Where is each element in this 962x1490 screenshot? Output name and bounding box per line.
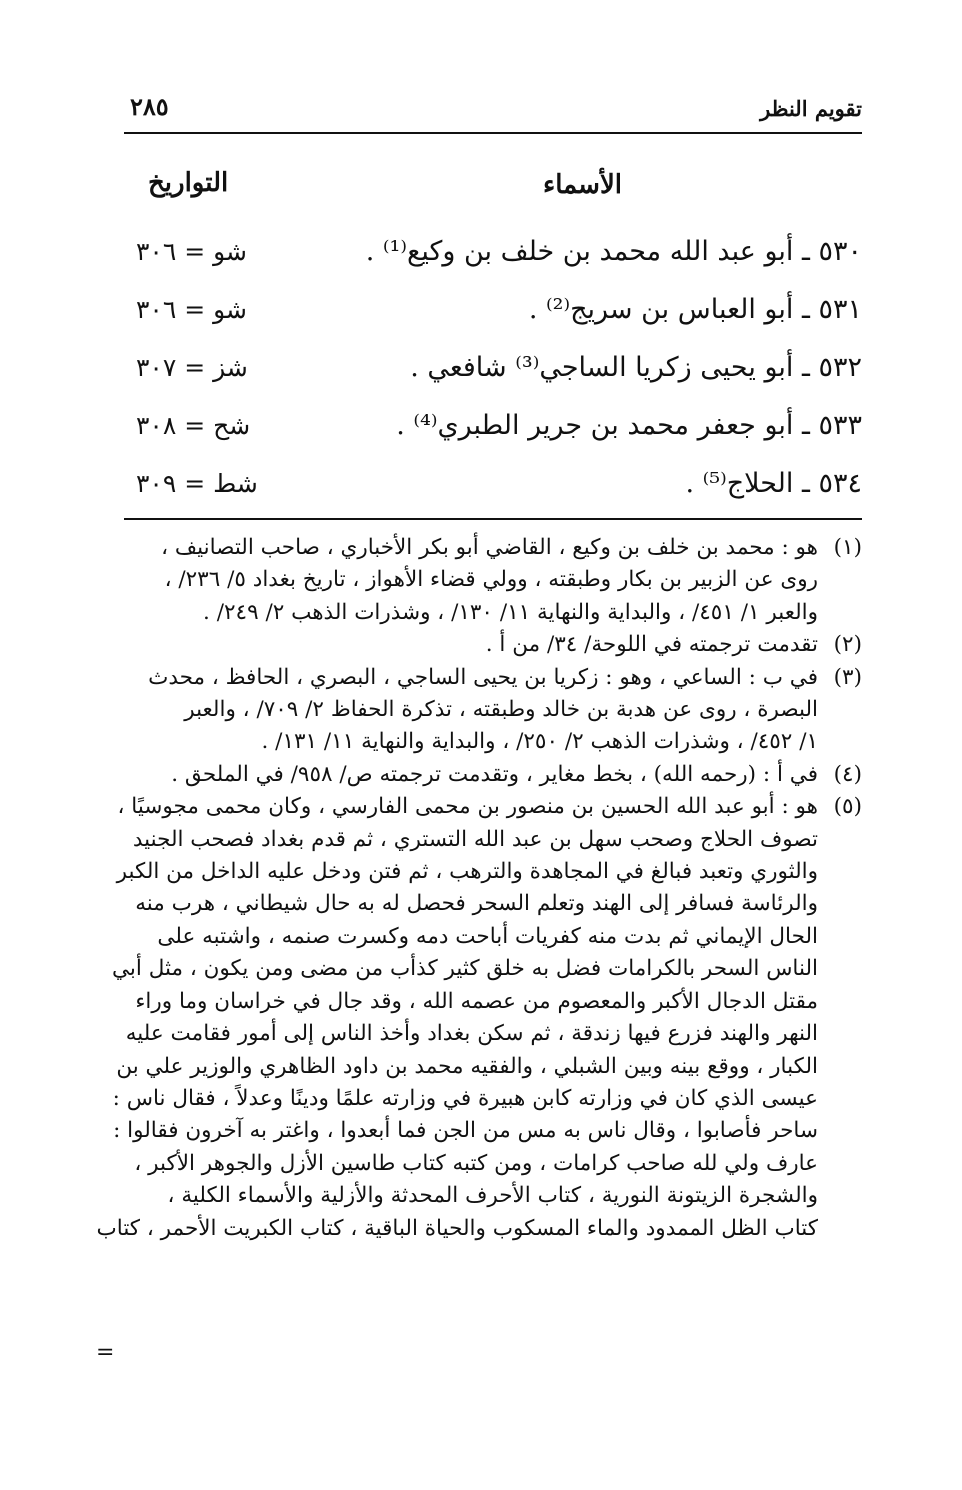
footnote-line: الحال الإيماني ثم بدت منه كفريات أباحت دمه وكسرت صنمه ، واشتبه على — [157, 923, 818, 949]
entry-530 — [124, 222, 862, 280]
continuation-mark: = — [96, 1340, 115, 1365]
footnote-number: (١) — [833, 535, 862, 560]
footnote-1 — [124, 532, 862, 629]
footnote-number: (٥) — [833, 794, 862, 820]
footnote-line: عارف ولي لله صاحب كرامات ، ومن كتبه كتاب طاسين الأزل والجوهر الأكبر ، — [134, 1150, 818, 1176]
footnote-3 — [124, 662, 862, 759]
footnote-number: (٣) — [833, 664, 862, 690]
entry-532 — [124, 338, 862, 396]
entry-date: شط = ٣٠٩ — [136, 468, 258, 498]
footnote-4 — [124, 759, 862, 791]
footnote-line: في ب : الساعي ، وهو : زكريا بن يحيى الساجي ، البصري ، الحافظ ، محدث — [148, 664, 818, 690]
footnote-number: (٤) — [833, 761, 862, 787]
footnote-line: والثوري وتعبد فبالغ في المجاهدة والترهب ، ثم فتن ودخل عليه الداخل من الكبر — [116, 859, 818, 885]
entry-date: شو = ٣٠٦ — [136, 236, 247, 266]
footnote-text — [124, 759, 818, 791]
entry-name: ٥٣٣ ـ أبو جعفر محمد بن جرير الطبري⁽⁴⁾ . — [396, 409, 862, 441]
footnote-line: الكبار ، ووقع بينه وبين الشبلي ، والفقيه محمد بن داود الظاهري والوزير علي بن — [116, 1053, 818, 1079]
footnote-line: تصوف الحلاج وصحب سهل بن عبد الله التستري ، ثم قدم بغداد فصحب الجنيد — [132, 826, 818, 852]
footnote-5 — [96, 791, 862, 1245]
entry-date: شز = ٣٠٧ — [136, 352, 248, 382]
footnote-text — [124, 629, 818, 661]
dates-column-header: التواريخ — [148, 168, 229, 198]
footnote-number: (٢) — [833, 632, 862, 658]
entry-name: ٥٣٢ ـ أبو يحيى زكريا الساجي⁽³⁾ شافعي . — [410, 351, 862, 383]
entry-name: ٥٣٠ ـ أبو عبد الله محمد بن خلف بن وكيع⁽¹⁾ . — [365, 235, 862, 267]
footnote-line: النهر والهند فزرع فيها زندقة ، ثم سكن بغداد وأخذ الناس إلى أمور فقامت عليه — [125, 1021, 818, 1047]
footnotes — [96, 532, 862, 1245]
footnote-line: ١/ ٤٥٢/ ، وشذرات الذهب ٢/ ٢٥٠/ ، والبداية والنهاية ١١/ ١٣١/ . — [261, 729, 818, 755]
footnote-line: مقتل الدجال الأكبر والمعصوم من عصمه الله ، وقد جال في خراسان وما وراء — [135, 988, 818, 1014]
footnote-line: والرئاسة فسافر إلى الهند وتعلم السحر فحصل له به حال شيطاني ، هرب منه — [135, 891, 818, 917]
footnote-line: عيسى الذي كان في وزارته كابن هبيرة في وزارته علمًا ودينًا وعدلاً ، فقال ناس : — [112, 1085, 818, 1111]
footnote-text — [124, 532, 818, 629]
footnote-line: الناس السحر بالكرامات فضل به خلق كثير كذأب من مضى ومن يكون ، مثل أبي — [112, 956, 818, 982]
entry-531 — [124, 280, 862, 338]
entry-name: ٥٣١ ـ أبو العباس بن سريج⁽²⁾ . — [528, 293, 862, 325]
footnote-line: والشجرة الزيتونة النورية ، كتاب الأحرف المحدثة والأزلية والأسماء الكلية ، — [167, 1183, 818, 1209]
footnote-line: هو : أبو عبد الله الحسين بن منصور بن محمى الفارسي ، وكان محمى مجوسيًا ، — [117, 794, 818, 820]
entry-533 — [124, 396, 862, 454]
footnote-line: ساحر فأصابوا ، وقال ناس به مس من الجن فما أبعدوا ، واغتر به آخرون فقالوا : — [113, 1118, 818, 1144]
entry-name: ٥٣٤ ـ الحلاج⁽⁵⁾ . — [685, 467, 862, 499]
names-column-header: الأسماء — [542, 170, 622, 200]
page-number: ٢٨٥ — [130, 92, 169, 121]
entry-date: شح = ٣٠٨ — [136, 410, 251, 440]
entries-list — [124, 222, 862, 512]
footnote-line: كتاب الظل الممدود والماء المسكوب والحياة الباقية ، كتاب الكبريت الأحمر ، كتاب — [96, 1215, 818, 1241]
footnote-separator — [124, 518, 862, 520]
entry-534 — [124, 454, 862, 512]
footnote-2 — [124, 629, 862, 661]
header-rule — [124, 132, 862, 134]
running-title: تقويم النظر — [760, 96, 862, 121]
footnote-text — [97, 791, 818, 1245]
footnote-line: تقدمت ترجمته في اللوحة/ ٣٤/ من أ . — [485, 632, 818, 658]
footnote-line: هو : محمد بن خلف بن وكيع ، القاضي أبو بكر الأخباري ، صاحب التصانيف ، — [161, 535, 818, 560]
footnote-line: والعبر ١/ ٤٥١/ ، والبداية والنهاية ١١/ ١٣٠/ ، وشذرات الذهب ٢/ ٢٤٩/ . — [203, 599, 818, 625]
footnote-line: روى عن الزبير بن بكار وطبقته ، وولي قضاء الأهواز ، تاريخ بغداد ٥/ ٢٣٦/ ، — [164, 567, 818, 593]
entry-date: شو = ٣٠٦ — [136, 294, 247, 324]
footnote-line: في أ : (رحمه الله) ، بخط مغاير ، وتقدمت ترجمته ص/ ٩٥٨/ في الملحق . — [171, 761, 818, 787]
footnote-text — [124, 662, 818, 759]
footnote-line: البصرة ، روى عن هدبة بن خالد وطبقته ، تذكرة الحفاظ ٢/ ٧٠٩/ ، والعبر — [184, 697, 818, 723]
